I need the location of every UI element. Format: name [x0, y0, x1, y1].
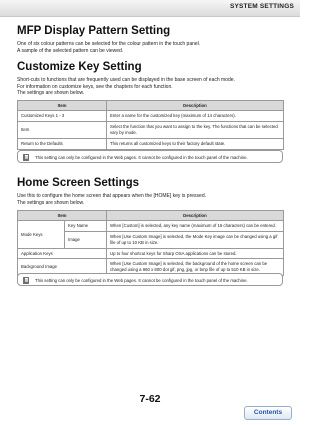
- cell-description: When [Custom] is selected, any key name (maximum of 16 characters) can be entered.: [107, 221, 284, 232]
- note-icon: [23, 154, 29, 161]
- cell-subitem: Image: [65, 232, 107, 249]
- cell-item: Item: [18, 122, 107, 139]
- column-header-item: Item: [18, 101, 107, 111]
- mfp-text-1: One of six colour patterns can be selected for the colour pattern in the touch panel.: [17, 41, 201, 47]
- cell-item: Customized Keys 1 - 3: [18, 111, 107, 122]
- cell-item: Return to the Defaults: [18, 139, 107, 150]
- note-text: This setting can only be configured in the Web pages. It cannot be configured in the touch panel of the machine.: [35, 154, 248, 160]
- column-header-item: Item: [18, 211, 107, 221]
- section-title: SYSTEM SETTINGS: [229, 3, 294, 10]
- note-box: [17, 150, 283, 163]
- table-row: [18, 221, 284, 232]
- customize-text-3: The settings are shown below.: [17, 90, 85, 96]
- table-row: [18, 111, 284, 122]
- table-row: [18, 139, 284, 150]
- mfp-text-2: A sample of the selected pattern can be viewed.: [17, 47, 124, 54]
- mfp-heading: MFP Display Pattern Setting: [17, 25, 171, 37]
- cell-item: Application Keys: [18, 249, 107, 259]
- note-icon: [23, 277, 29, 284]
- customize-text-1: Short-cuts to functions that are frequently used can be displayed in the base screen of each mode.: [17, 77, 235, 83]
- cell-item: Mode Keys: [18, 221, 65, 249]
- table-row: [18, 249, 284, 259]
- home-heading: Home Screen Settings: [17, 177, 140, 189]
- customize-text-2: For information on customize keys, see the chapters for each function.: [17, 83, 173, 90]
- home-table: [17, 210, 284, 276]
- home-text-2: The settings are shown below.: [17, 199, 85, 206]
- home-text-1: Use this to configure the home screen that appears when the [HOME] key is pressed.: [17, 193, 206, 199]
- column-header-description: Description: [107, 101, 284, 111]
- note-box: [17, 273, 283, 286]
- contents-button[interactable]: Contents: [244, 406, 292, 420]
- note-text: This setting can only be configured in the Web pages. It cannot be configured in the touch panel of the machine.: [35, 277, 248, 283]
- cell-description: Enter a name for the customized key (maximum of 14 characters).: [107, 111, 284, 122]
- cell-description: This returns all customized keys to their factory default state.: [107, 139, 284, 150]
- cell-description: When [Use Custom Image] is selected, the Mode Key image can be changed using a gif file of up to 10 KB in size.: [107, 232, 284, 249]
- column-header-description: Description: [107, 211, 284, 221]
- cell-description: Select the function that you want to assign to the key. The functions that can be selected vary by mode.: [107, 122, 284, 139]
- table-row: [18, 122, 284, 139]
- cell-item: Background Image: [18, 259, 107, 276]
- customize-table: [17, 100, 284, 150]
- cell-subitem: Key Name: [65, 221, 107, 232]
- page-number: 7-62: [139, 393, 161, 405]
- cell-description: When [Use Custom Image] is selected, the background of the home screen can be changed using a 960 x 800 dot gif, png, jpg, or bmp file of up to 510 KB in size.: [107, 259, 284, 276]
- customize-heading: Customize Key Setting: [17, 61, 142, 73]
- cell-description: Up to four shortcut keys for Sharp OSA applications can be stored.: [107, 249, 284, 259]
- header-bar: [0, 0, 300, 17]
